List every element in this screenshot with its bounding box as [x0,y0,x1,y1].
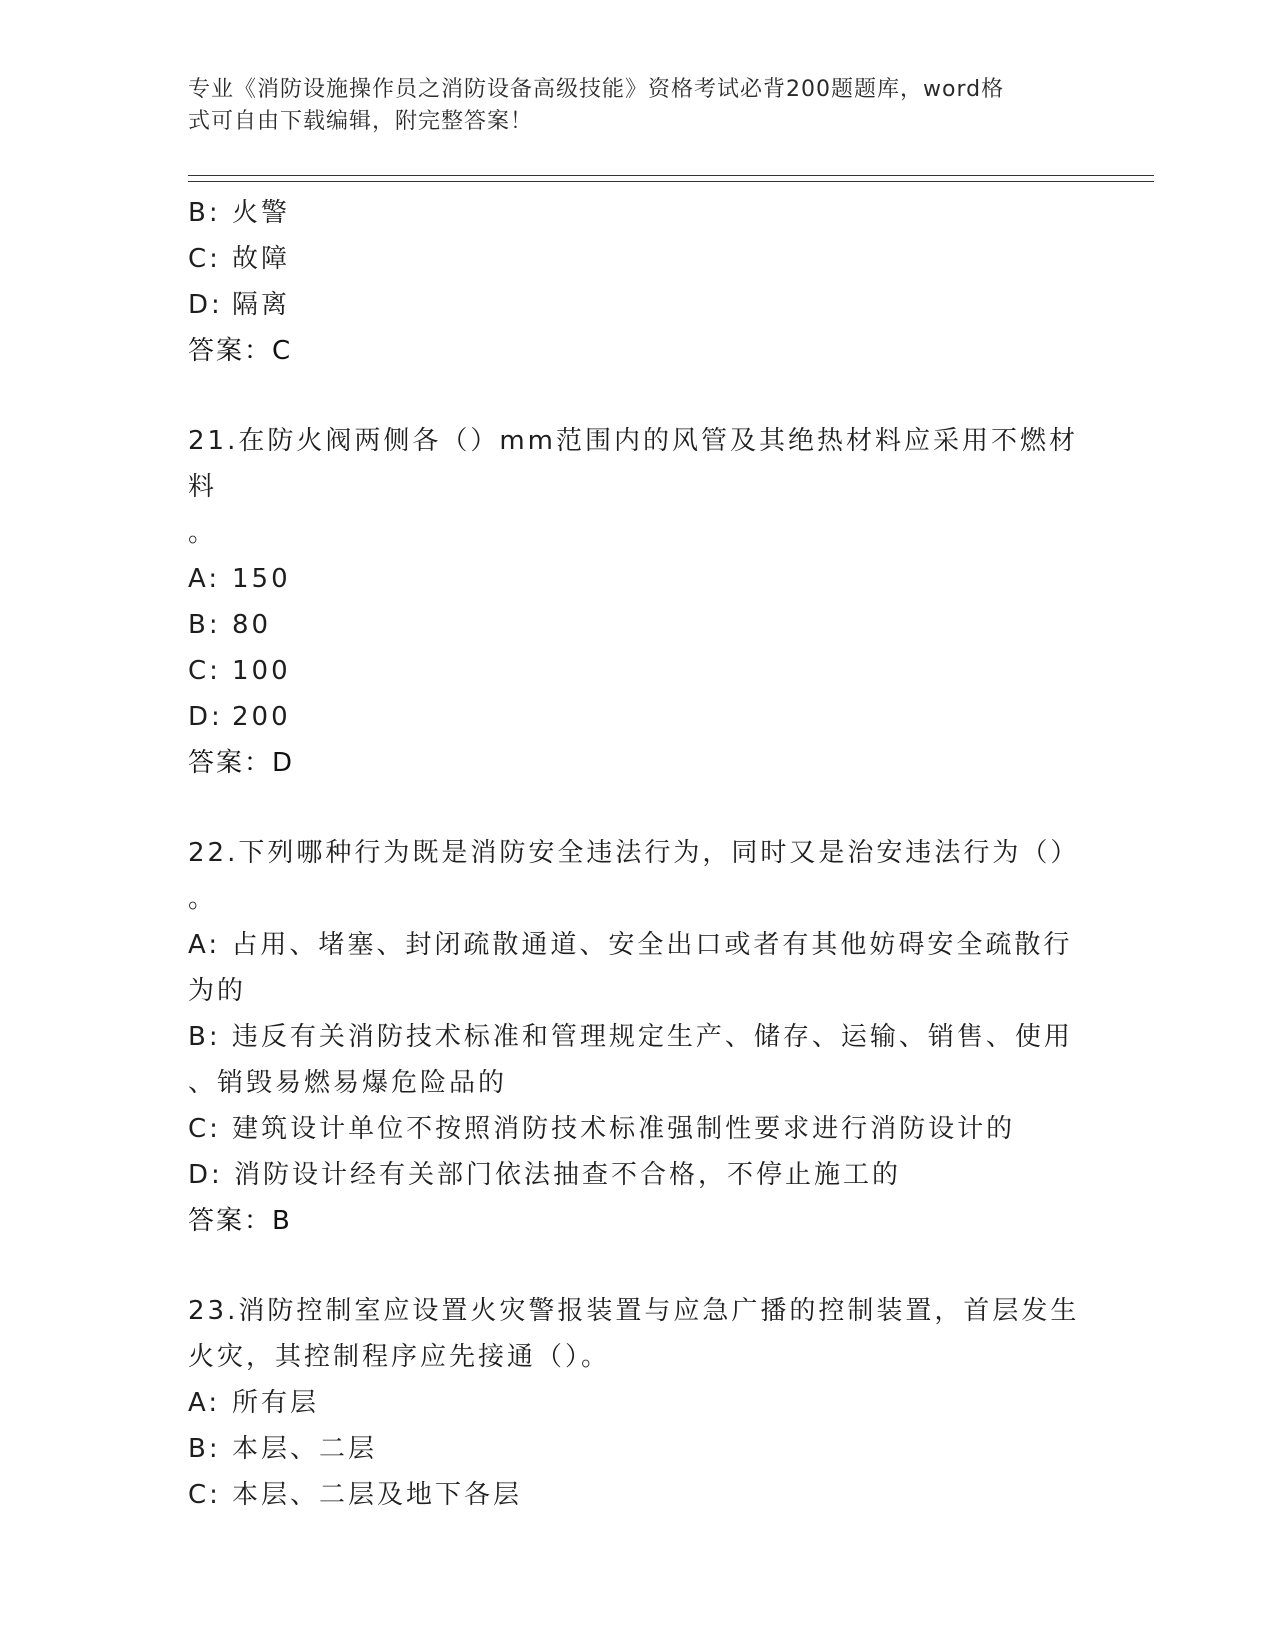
option-text: 100 [232,656,291,686]
document-body [188,190,1088,1518]
option-c [188,236,1088,282]
option-d [188,694,1088,740]
answer-line: 答案：C [188,336,293,366]
option-text: 本层、二层及地下各层 [232,1480,523,1510]
question-23-text: 23.消防控制室应设置火灾警报装置与应急广播的控制装置，首层发生 [188,1296,1080,1326]
option-a: A: 占用、堵塞、封闭疏散通道、安全出口或者有其他妨碍安全疏散行 [188,930,1073,960]
header-rule-top [188,175,1154,176]
spacer [188,786,1088,830]
option-b: B: 违反有关消防技术标准和管理规定生产、储存、运输、销售、使用 [188,1022,1073,1052]
question-21-text: 21.在防火阀两侧各（）mm范围内的风管及其绝热材料应采用不燃材料 [188,426,1079,502]
option-key: D: [188,702,223,732]
spacer [188,374,1088,418]
header-line-2: 式可自由下载编辑，附完整答案！ [188,109,534,134]
question-22-text-cont: 。 [188,884,218,914]
question-21-text-cont: 。 [188,518,218,548]
option-text: 150 [232,564,291,594]
option-text: 隔离 [232,290,291,320]
question-23-text-cont: 火灾，其控制程序应先接通（）。 [188,1342,611,1372]
option-key: C: [188,244,221,274]
option-text: 80 [232,610,272,640]
option-b [188,602,1088,648]
option-key: D: [188,290,223,320]
document-header [188,74,1068,138]
option-key: B: [188,198,221,228]
question-23-block [188,1288,1088,1518]
answer-line: 答案：D [188,748,295,778]
header-line-1: 专业《消防设施操作员之消防设备高级技能》资格考试必背200题题库，word格 [188,77,1005,102]
option-text: 200 [232,702,291,732]
option-key: B: [188,1434,221,1464]
option-a-cont: 为的 [188,976,247,1006]
question-22-text: 22.下列哪种行为既是消防安全违法行为，同时又是治安违法行为（） [188,838,1080,868]
question-22-block [188,830,1088,1244]
option-a [188,556,1088,602]
prev-question-block [188,190,1088,374]
option-c [188,648,1088,694]
option-b-cont: 、销毁易燃易爆危险品的 [188,1068,508,1098]
option-key: A: [188,1388,221,1418]
option-key: C: [188,656,221,686]
option-key: A: [188,564,221,594]
option-key: C: [188,1480,221,1510]
option-c [188,1472,1088,1518]
option-text: 所有层 [232,1388,320,1418]
header-rule-bottom [188,181,1154,182]
option-d: D: 消防设计经有关部门依法抽查不合格，不停止施工的 [188,1160,902,1190]
option-c: C: 建筑设计单位不按照消防技术标准强制性要求进行消防设计的 [188,1114,1016,1144]
option-d [188,282,1088,328]
spacer [188,1244,1088,1288]
question-21-block [188,418,1088,786]
option-b [188,190,1088,236]
option-text: 火警 [232,198,291,228]
option-key: B: [188,610,221,640]
option-text: 本层、二层 [232,1434,378,1464]
answer-line: 答案：B [188,1206,292,1236]
option-a [188,1380,1088,1426]
option-b [188,1426,1088,1472]
option-text: 故障 [232,244,291,274]
